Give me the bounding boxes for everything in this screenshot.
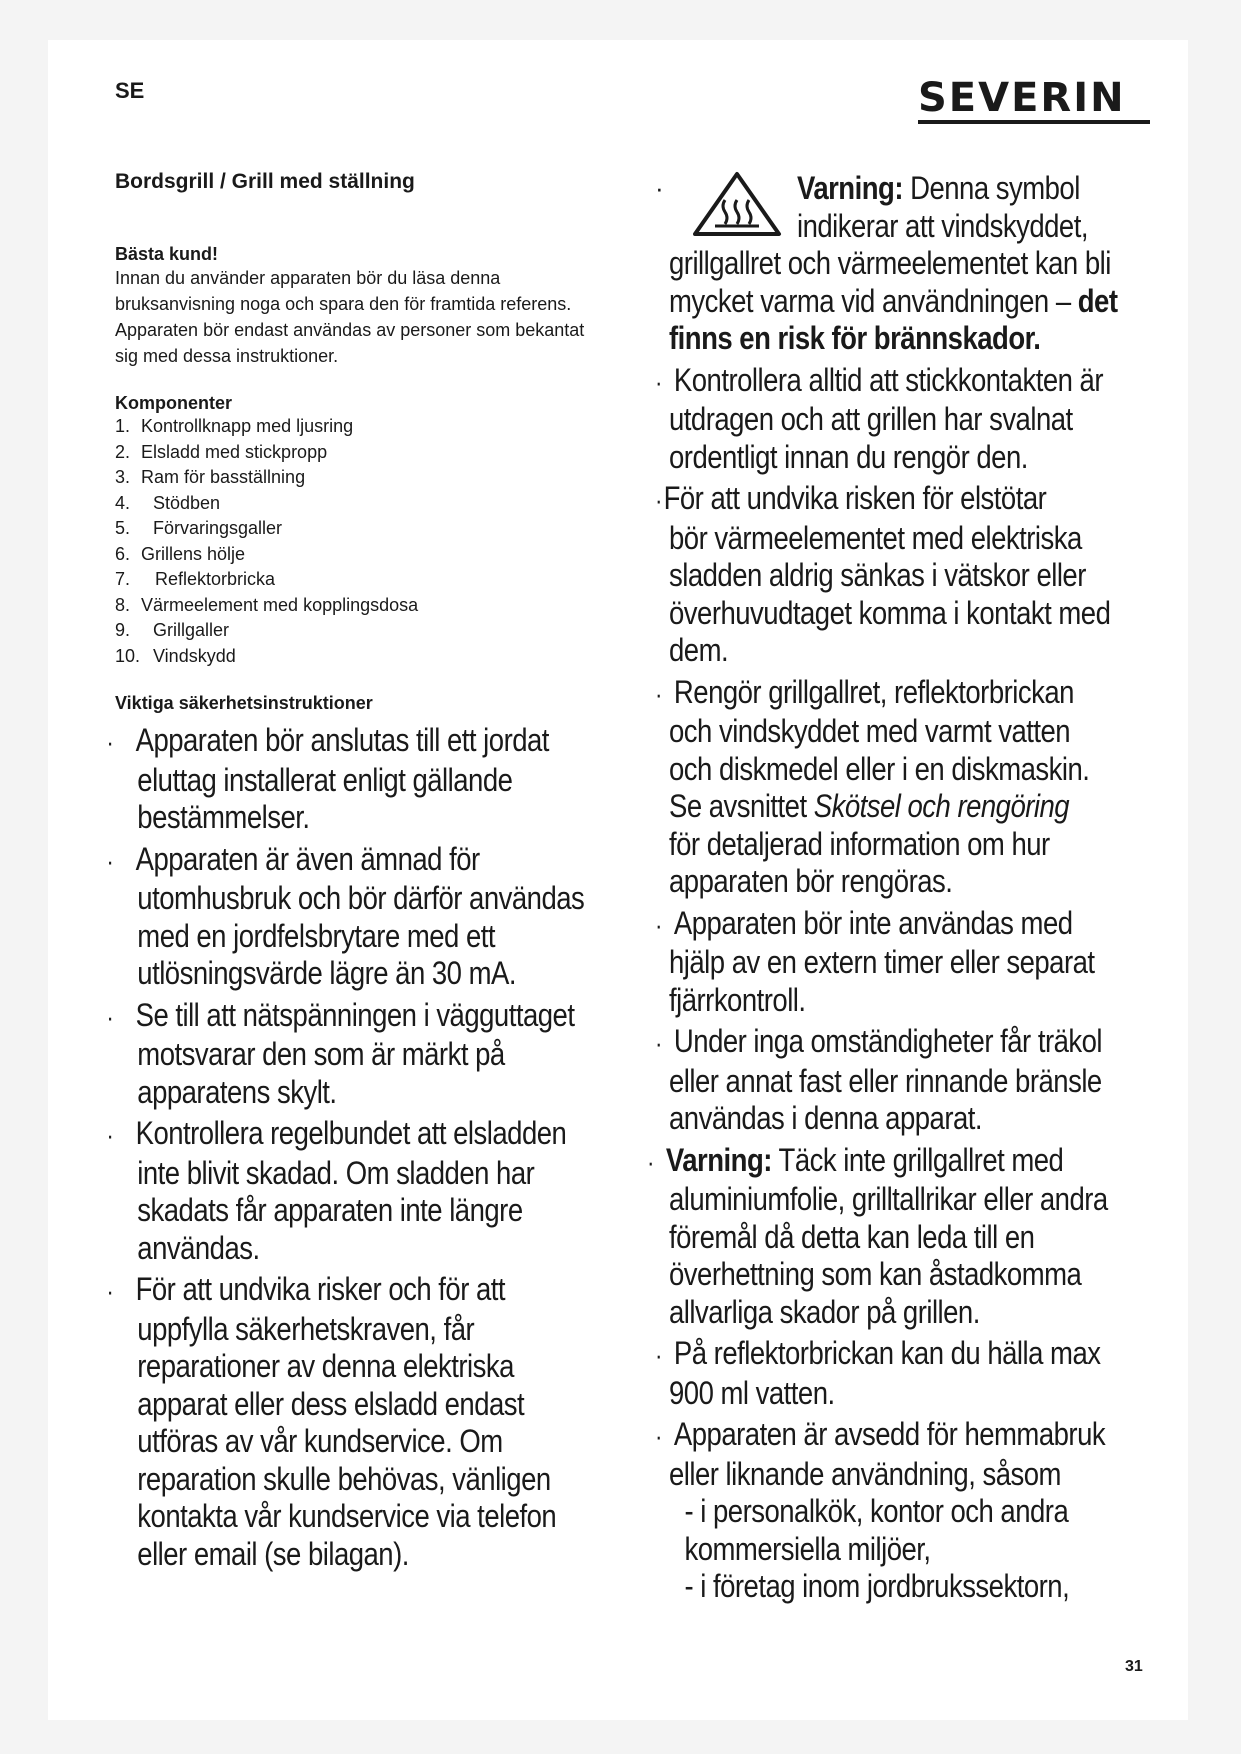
- safety-bullet: · Under inga omständigheter får träkol eller annat fast eller rinnande bränsle användas i denna apparat.: [655, 1023, 1103, 1136]
- safety-heading: Viktiga säkerhetsinstruktioner: [115, 693, 373, 713]
- intro-text: Innan du använder apparaten bör du läsa denna bruksanvisning noga och spara den för framtida referens. Apparaten bör endast användas av personer som bekantat sig med dessa instruktioner.: [115, 268, 585, 366]
- safety-bullet: · På reflektorbrickan kan du hälla max 900 ml vatten.: [655, 1335, 1101, 1411]
- warning-foil: · Varning: Täck inte grillgallret med aluminiumfolie, grilltallrikar eller andra föremål då detta kan leda till en överhettning som kan åstadkomma allvarliga skador på grillen.: [647, 1141, 1108, 1330]
- language-code: SE: [115, 78, 145, 103]
- components-heading: Komponenter: [115, 393, 232, 413]
- safety-bullet: · Apparaten bör inte användas med hjälp av en extern timer eller separat fjärrkontroll.: [655, 904, 1095, 1018]
- manual-title: Bordsgrill / Grill med ställning: [115, 170, 415, 193]
- safety-bullet: · Se till att nätspänningen i vägguttaget motsvarar den som är märkt på apparatens skylt.: [106, 996, 575, 1110]
- list-item: 4. Stödben: [115, 492, 221, 513]
- list-item: 2. Elsladd med stickpropp: [115, 441, 328, 462]
- safety-bullet: · Kontrollera regelbundet att elsladden inte blivit skadad. Om sladden har skadats får apparaten inte längre användas.: [106, 1115, 567, 1266]
- hot-surface-warning-icon: [691, 170, 783, 240]
- list-item: 10. Vindskydd: [115, 645, 236, 666]
- warning-hot-surface: · Varning: Denna symbol indikerar att vindskyddet, grillgallret och värmeelementet kan bli mycket varma vid användningen – det finns en risk för brännskador.: [655, 170, 1118, 356]
- safety-bullet: · För att undvika risker och för att uppfylla säkerhetskraven, får reparationer av denna elektriska apparat eller dess elsladd endast utföras av vår kundservice. Om reparation skulle behövas, vänligen kontakta vår kundservice via telefon eller email (se bilagan).: [106, 1271, 557, 1572]
- safety-bullet: · Apparaten bör anslutas till ett jordat eluttag installerat enligt gällande bestämmelser.: [106, 722, 549, 835]
- list-item: 9. Grillgaller: [115, 620, 230, 640]
- brand-logo: SEVERIN: [918, 78, 1150, 124]
- list-item: 3. Ram för basställning: [115, 467, 306, 487]
- page-number: 31: [1125, 1658, 1143, 1675]
- list-item: 7. Reflektorbricka: [115, 569, 276, 589]
- list-item: 8. Värmeelement med kopplingsdosa: [115, 594, 419, 615]
- list-item: 6. Grillens hölje: [115, 543, 246, 564]
- components-list: [115, 414, 635, 669]
- sub-item: - i företag inom jordbrukssektorn,: [684, 1568, 1070, 1604]
- safety-bullet: · Apparaten är avsedd för hemmabruk eller liknande användning, såsom - i personalkök, kontor och andra kommersiella miljöer, - i företag inom jordbrukssektorn,: [655, 1416, 1106, 1604]
- safety-bullet: · Apparaten är även ämnad för utomhusbruk och bör därför användas med en jordfelsbrytare med ett utlösningsvärde lägre än 30 mA.: [106, 840, 585, 991]
- left-column: [106, 170, 635, 1577]
- sub-item: - i personalkök, kontor och andra: [684, 1493, 1069, 1529]
- list-item: 5. Förvaringsgaller: [115, 518, 283, 538]
- cleaning-bullet: · Rengör grillgallret, reflektorbrickan och vindskyddet med varmt vatten och diskmedel eller i en diskmaskin. Se avsnittet Skötsel och rengöring för detaljerad information om hur apparaten bör rengöras.: [655, 673, 1090, 899]
- greeting: Bästa kund!: [115, 244, 219, 264]
- right-column: [647, 170, 1165, 1610]
- safety-bullet: ·För att undvika risken för elstötar bör värmeelementet med elektriska sladden aldrig sänkas i vätskor eller överhuvudtaget komma i kontakt med dem.: [655, 480, 1111, 668]
- safety-bullet: · Kontrollera alltid att stickkontakten är utdragen och att grillen har svalnat ordentligt innan du rengör den.: [655, 361, 1104, 475]
- list-item: 1. Kontrollknapp med ljusring: [115, 416, 354, 436]
